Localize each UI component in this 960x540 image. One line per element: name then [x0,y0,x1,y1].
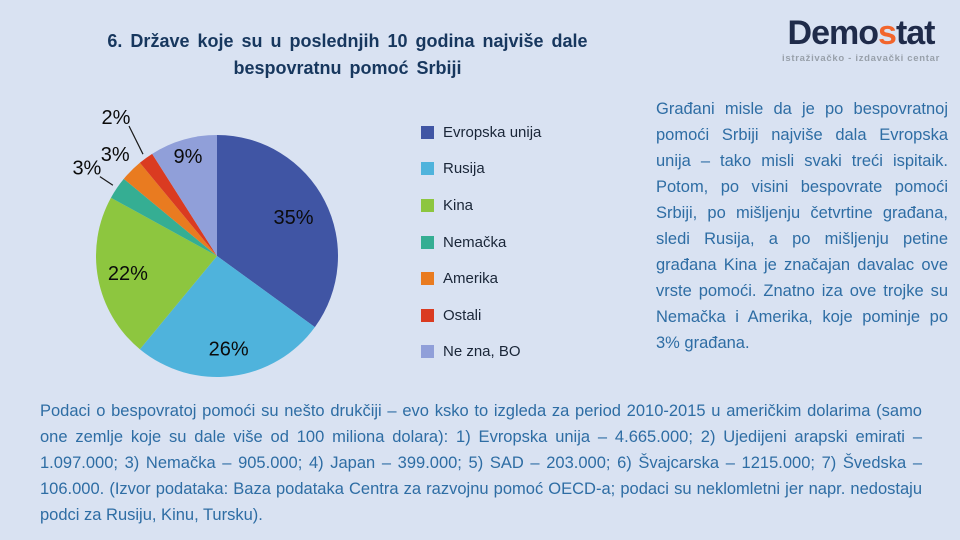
legend-label: Ne zna, BO [443,343,521,361]
legend-swatch-icon [421,162,434,175]
slice-value-label: 2% [101,107,131,129]
legend-item [421,114,541,151]
legend-label: Rusija [443,160,485,178]
legend-item [421,151,541,188]
legend-label: Kina [443,196,474,214]
leader-line [129,126,143,154]
legend-item [421,224,541,261]
legend-label: Evropska unija [443,123,542,141]
slice-value-label: 3% [100,144,130,167]
legend-swatch-icon [421,272,434,285]
page-title [40,28,655,82]
legend-item [421,297,541,334]
legend-swatch-icon [421,236,434,249]
slice-value-label: 35% [273,207,314,229]
footer-paragraph: Podaci o bespovratoj pomoći su nešto drukčiji – evo ksko to izgleda za period 2010-2015 u američkim dolarima (samo one zemlje koje su dale više od 100 miliona dolara): 1) Evropska unija – 4.665.000; 2) Ujedijeni arapski emirati – 1.097.000; 3) Nemačka – 905.000; 4) Japan – 399.000; 5) SAD – 203.000; 6) Švajcarska – 1215.000; 7) Švedska – 106.000. (Izvor podataka: Baza podataka Centra za razvojnu pomoć OECD-a; podaci su neklomletni jer napr. nedostaju podci za Rusiju, Kinu, Tursku). [40,402,922,524]
pie-chart [57,96,387,396]
legend-swatch-icon [421,199,434,212]
demostat-logo [782,16,940,64]
legend-swatch-icon [421,126,434,139]
logo-wordmark [782,16,940,52]
logo-text-prefix: Demo [787,14,879,52]
slice-value-label: 26% [208,338,249,361]
leader-line [100,177,113,186]
legend-swatch-icon [421,309,434,322]
legend-label: Amerika [443,270,499,288]
slice-value-label: 9% [173,146,203,169]
logo-tagline: istraživačko - izdavački centar [782,52,940,64]
commentary-paragraph: Građani misle da je po bespovratnoj pomoći Srbiji najviše dala Evropska unija – tako misli svaki treći ispitaik. Potom, po visini bespovrate pomoći Srbiji, po mišljenju četvrtine građana, sledi Rusija, a po mišljenju petine građana Kina je značajan davalac ove vrste pomoći. Znatno iza ove trojke su Nemačka i Amerika, koje pominje po 3% građana. [656,100,948,352]
legend-item [421,260,541,297]
logo-text-suffix: tat [895,14,935,52]
legend-item [421,334,541,371]
page-title-line2: bespovratnu pomoć Srbiji [233,58,462,78]
legend-label: Ostali [443,306,482,324]
legend-swatch-icon [421,345,434,358]
slice-value-label: 22% [107,263,148,285]
slice-value-label: 3% [72,157,102,180]
legend-label: Nemačka [443,233,507,251]
page-title-line1: 6. Države koje su u poslednjih 10 godina najviše dale [107,31,588,51]
chart-legend [421,114,541,370]
legend-item [421,187,541,224]
logo-text-accent: s [878,14,896,52]
